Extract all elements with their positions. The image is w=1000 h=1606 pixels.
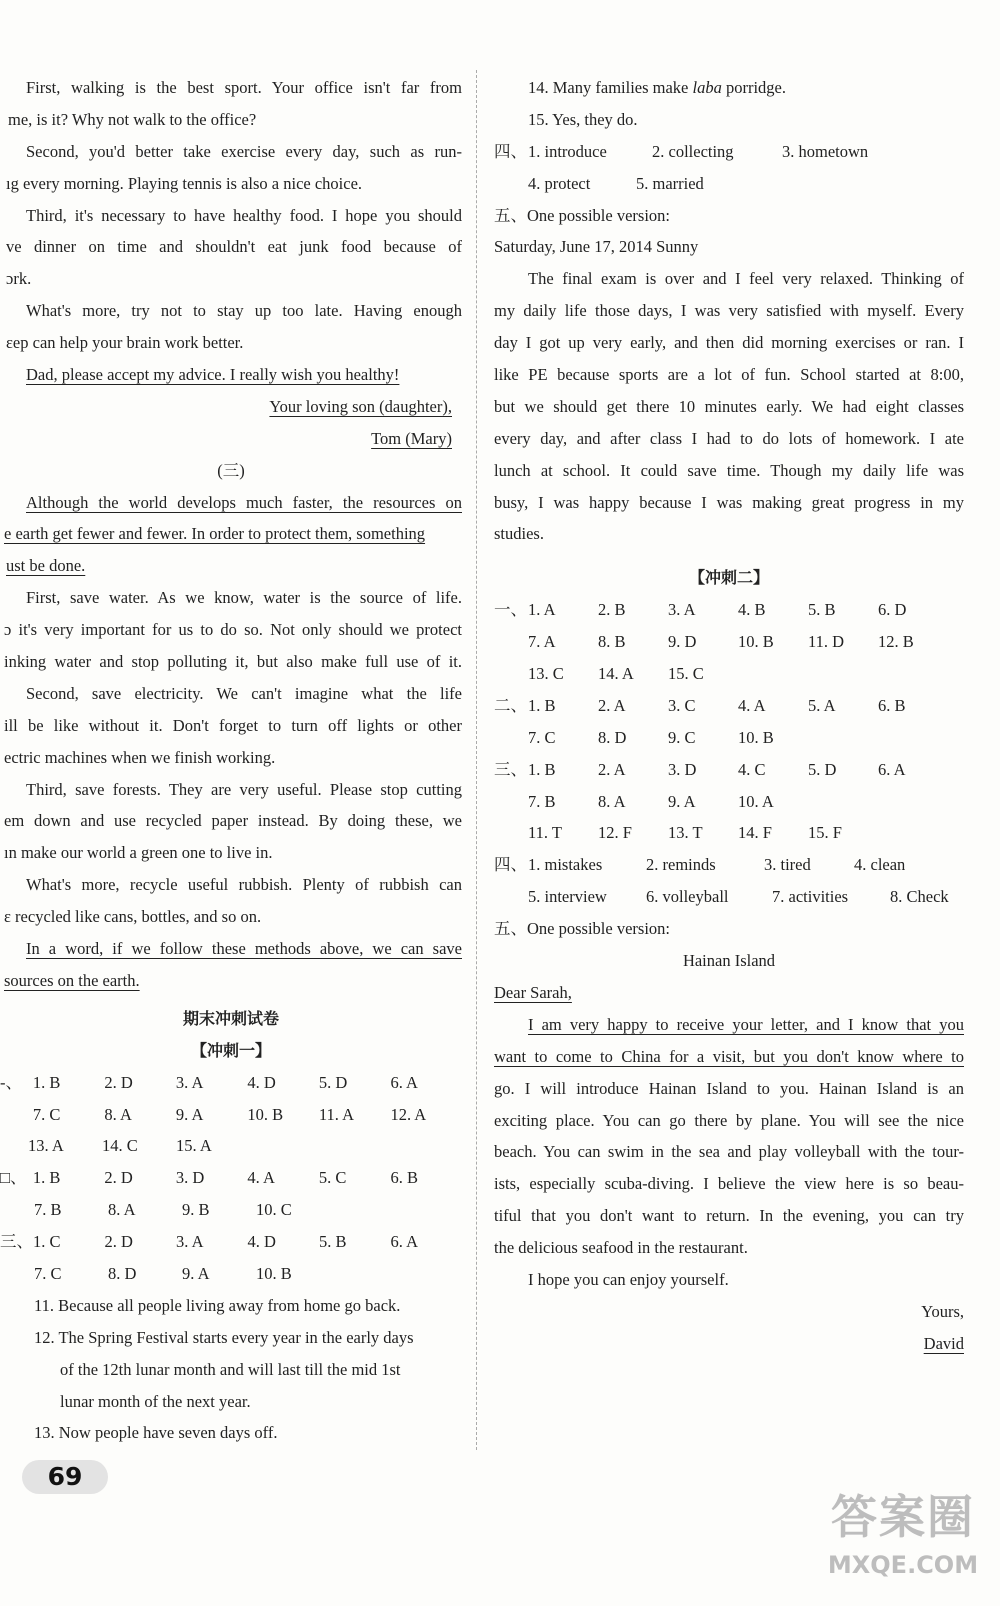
section-heading: (三) [217,460,245,480]
answer-row: 5. interview 6. volleyball 7. activities 8. Check [528,887,949,907]
text-line: First, walking is the best sport. Your office isn't far from [26,78,462,97]
version-intro: 五、One possible version: [494,205,670,225]
answer-row: 四、 1. mistakes 2. reminds 3. tired 4. clean [494,849,964,881]
text-line: What's more, try not to stay up too late. Having enough [26,301,462,321]
answer-line: 13. Now people have seven days off. [34,1423,278,1443]
text-line: ɛep can help your brain work better. [6,333,244,353]
part-label: 二、 [494,695,527,715]
answer-line: 14. Many families make laba porridge. [528,78,787,97]
text-line: day I got up very early, and then did morning exercises or ran. I [494,333,964,353]
answer-row: 三、 1. C 2. D 3. A 4. D 5. B 6. A [0,1226,462,1258]
sprint-one-title: 【冲刺一】 [190,1040,271,1060]
text-line: ill be like without it. Don't forget to turn off lights or other [4,715,462,735]
watermark-logo [818,1486,988,1596]
text-line: inking water and stop polluting it, but also make full use of it. [4,652,462,672]
answer-line: 11. Because all people living away from home go back. [34,1295,401,1315]
text-line: em down and use recycled paper instead. By doing these, we [4,811,462,831]
text-line: e earth get fewer and fewer. In order to protect them, something [4,524,426,544]
exam-title: 期末冲刺试卷 [182,1008,279,1028]
text-line: ɔrk. [6,269,32,289]
text-line: Second, you'd better take exercise every day, such as run- [26,141,462,161]
signoff-line: Your loving son (daughter), [269,396,452,416]
text-line: but we should get there 10 minutes early. We had eight classes [494,396,964,416]
signature-line: Tom (Mary) [371,428,452,448]
answer-row: 一、 1. A 2. B 3. A 4. B 5. B 6. D [494,594,964,626]
column-divider [476,70,477,1450]
answer-line: 15. Yes, they do. [528,109,638,129]
text-line: Third, save forests. They are very useful. Please stop cutting [26,779,462,799]
text-line: ɛ recycled like cans, bottles, and so on. [4,907,262,927]
advice-closing: Dad, please accept my advice. I really wish you healthy! [26,365,400,385]
text-line: Although the world develops much faster, the resources on [26,492,462,512]
text-line: busy, I was happy because I was making great progress in my [494,492,964,512]
answer-row: 13. C 14. A 15. C [528,664,704,684]
answer-row: 11. T 12. F 13. T 14. F 15. F [528,823,842,843]
text-line: like PE because sports are a lot of fun. School started at 8:00, [494,365,964,385]
right-column [494,72,964,1360]
answer-row: 三、 1. B 2. A 3. D 4. C 5. D 6. A [494,754,964,786]
page-number: 69 [22,1460,108,1494]
text-line: every day, and after class I had to do lots of homework. I ate [494,428,964,448]
text-line: First, save water. As we know, water is the source of life. [26,588,462,608]
text-line: ists, especially scuba-diving. I believe the view here is so beau- [494,1174,964,1194]
answer-row: 7. C 8. A 9. A 10. B 11. A 12. A [32,1104,427,1124]
text-line: I am very happy to receive your letter, and I know that you [528,1014,964,1034]
text-line [0,359,462,391]
left-column [0,72,462,1449]
text-line: the delicious seafood in the restaurant. [494,1238,748,1258]
answer-row: 二、 1. B 2. A 3. C 4. A 5. A 6. B [494,690,964,722]
text-line: want to come to China for a visit, but you don't know where to [494,1046,964,1066]
text-line: tiful that you don't want to return. In the evening, you can try [494,1206,964,1226]
answer-row: 四、 1. introduce 2. collecting 3. hometown [494,136,964,168]
text-line: sources on the earth. [4,970,140,990]
letter-signature: David [923,1333,964,1353]
text-line: me, is it? Why not walk to the office? [8,109,257,129]
answer-row: 7. B 8. A 9. B 10. C [34,1200,292,1220]
diary-date: Saturday, June 17, 2014 Sunny [494,237,699,257]
answer-row: 13. A 14. C 15. A [28,1136,212,1156]
answer-row: 4. protect 5. married [528,173,704,193]
text-line: Third, it's necessary to have healthy food. I hope you should [26,205,462,225]
part-label: 一、 [494,600,527,620]
answer-row: 7. C 8. D 9. C 10. B [528,727,774,747]
watermark-text: 答案圈 [831,1490,975,1544]
answer-line: of the 12th lunar month and will last till the mid 1st [60,1359,401,1379]
part-label: 四、 [494,141,527,161]
text-line: lunch at school. It could save time. Though my daily life was [494,460,964,480]
part-label: □、 [0,1168,27,1188]
text-line: studies. [494,524,544,544]
text-line: ın make our world a green one to live in. [4,843,273,863]
answer-row: 7. C 8. D 9. A 10. B [34,1263,292,1283]
letter-closing: Yours, [921,1301,964,1321]
part-label: 四、 [494,855,527,875]
text-line: ust be done. [6,556,86,576]
part-label: 三、 [494,759,527,779]
letter-title: Hainan Island [682,951,776,971]
letter-salutation: Dear Sarah, [494,982,572,1002]
answer-row: 7. B 8. A 9. A 10. A [528,791,774,811]
text-line: ve dinner on time and shouldn't eat junk food because of [6,237,462,257]
text-line: go. I will introduce Hainan Island to you. Hainan Island is an [494,1078,964,1098]
text-line: ɔ it's very important for us to do so. Not only should we protect [4,620,462,640]
answer-row: □、 1. B 2. D 3. D 4. A 5. C 6. B [0,1162,462,1194]
part-label: 三、 [0,1232,33,1252]
text-line: exciting place. You can go there by plane. You will see the nice [494,1110,964,1130]
answer-line: lunar month of the next year. [60,1391,251,1411]
answer-line: 12. The Spring Festival starts every year in the early days [34,1327,414,1347]
answer-row: -、 1. B 2. D 3. A 4. D 5. D 6. A [0,1067,462,1099]
text-line: ectric machines when we finish working. [4,747,276,767]
part-label: -、 [0,1072,22,1092]
text-line: my daily life those days, I was very satisfied with myself. Every [494,301,964,321]
text-line: What's more, recycle useful rubbish. Plenty of rubbish can [26,875,462,895]
answer-row: 7. A 8. B 9. D 10. B 11. D 12. B [528,632,914,652]
watermark-url: MXQE.COM [827,1551,979,1579]
text-line: Second, save electricity. We can't imagine what the life [26,683,462,703]
text-line: I hope you can enjoy yourself. [528,1269,729,1289]
text-line: In a word, if we follow these methods above, we can save [26,939,462,959]
version-intro: 五、One possible version: [494,919,670,939]
text-line: The final exam is over and I feel very relaxed. Thinking of [528,269,964,289]
text-line: beach. You can swim in the sea and play volleyball with the tour- [494,1142,964,1162]
text-line: ıg every morning. Playing tennis is also a nice choice. [6,173,363,193]
sprint-two-title: 【冲刺二】 [688,568,769,588]
